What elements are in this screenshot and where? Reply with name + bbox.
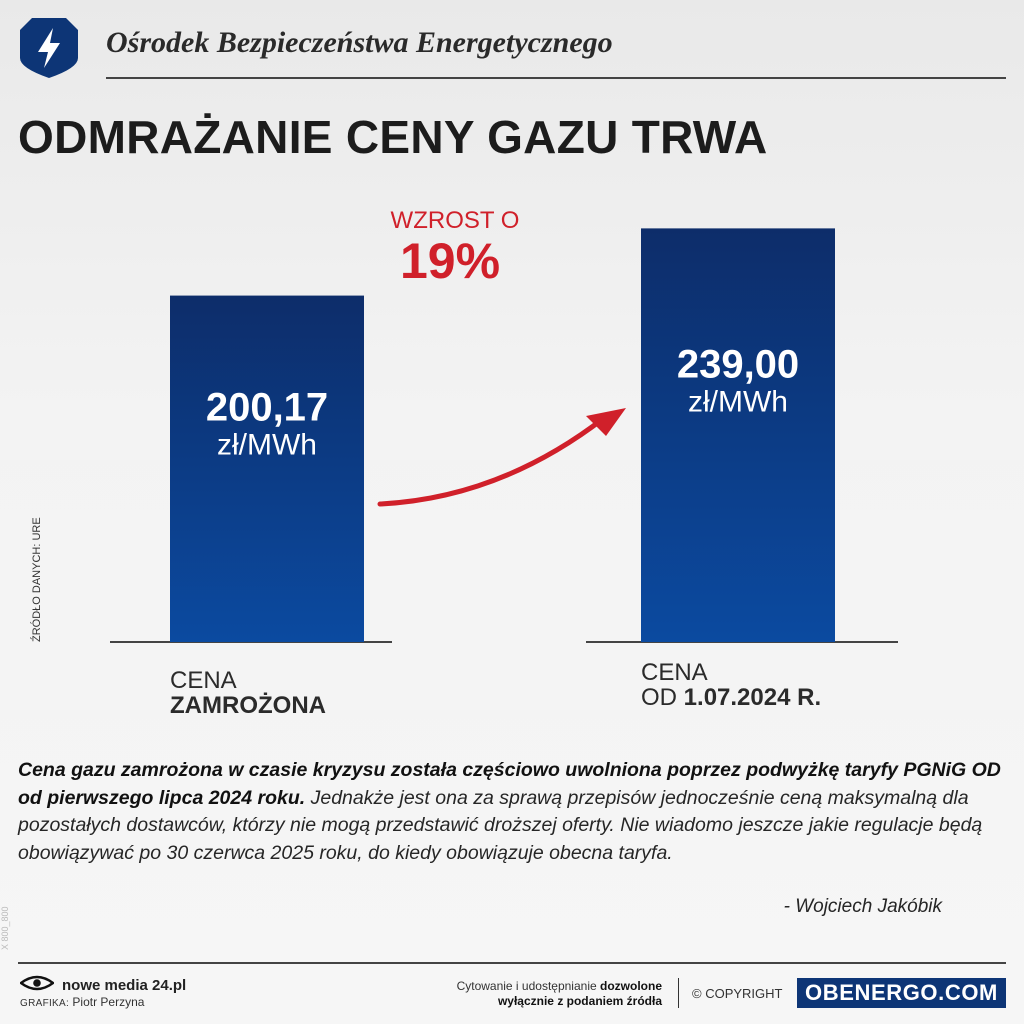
description-text: Jednakże jest ona za sprawą przepisów jednocześnie ceną maksymalną dla pozostałych dostawców, którzy nie mogą przedstawić droższej oferty. Nie wiadomo jeszcze jakie regulacje będą obowiązywać po 30 czerwca 2025 roku, do kiedy obowiązuje obecna taryfa. xyxy=(18,786,983,864)
category-label-2-line2: OD 1.07.2024 R. xyxy=(641,684,822,711)
bar-1 xyxy=(170,296,364,642)
brand xyxy=(20,974,186,996)
eye-logo-icon xyxy=(20,975,54,996)
description-bold: Cena gazu zamrożona w czasie kryzysu została częściowo uwolniona poprzez podwyżkę taryfy PGNiG OD od pierwszego lipca 2024 roku. xyxy=(18,759,1001,809)
bar-2 xyxy=(641,228,835,642)
footer-divider xyxy=(18,962,1006,964)
category-label-1-line1: CENA xyxy=(170,667,237,694)
organization-name: Ośrodek Bezpieczeństwa Energetycznego xyxy=(106,26,613,59)
growth-label: WZROST O xyxy=(390,207,520,234)
category-label-1-line2: ZAMROŻONA xyxy=(170,692,326,719)
footer-separator xyxy=(678,978,679,1008)
data-source: ŹRÓDŁO DANYCH: URE xyxy=(31,517,43,642)
copyright: © COPYRIGHT xyxy=(692,986,783,1001)
growth-arrow-head xyxy=(586,408,626,436)
author-signature: - Wojciech Jakóbik xyxy=(783,896,942,917)
growth-arrow xyxy=(380,418,604,504)
bar-value-label-2: 239,00 xyxy=(676,342,800,387)
category-label-2-line1: CENA xyxy=(641,659,708,686)
site-badge[interactable]: OBENERGO.COM xyxy=(797,978,1006,1008)
header-divider xyxy=(106,77,1006,79)
graphic-credit xyxy=(20,995,144,1009)
description-paragraph xyxy=(18,757,1008,867)
watermark: X 800_800 xyxy=(0,906,10,950)
credit-name: Piotr Perzyna xyxy=(72,995,145,1009)
credit-label: GRAFIKA: xyxy=(20,998,70,1009)
page-title: ODMRAŻANIE CENY GAZU TRWA xyxy=(18,111,768,163)
lightning-shield-icon xyxy=(18,16,80,80)
brand-name: nowe media 24.pl xyxy=(62,976,187,994)
bar-unit-label-2: zł/MWh xyxy=(688,385,788,419)
bar-value-label-1: 200,17 xyxy=(205,385,329,430)
bar-chart xyxy=(0,190,1024,730)
growth-value: 19% xyxy=(399,233,501,289)
bar-unit-label-1: zł/MWh xyxy=(217,428,317,462)
citation-note: Cytowanie i udostępnianie dozwolone wyłącznie z podaniem źródła xyxy=(456,979,662,1008)
